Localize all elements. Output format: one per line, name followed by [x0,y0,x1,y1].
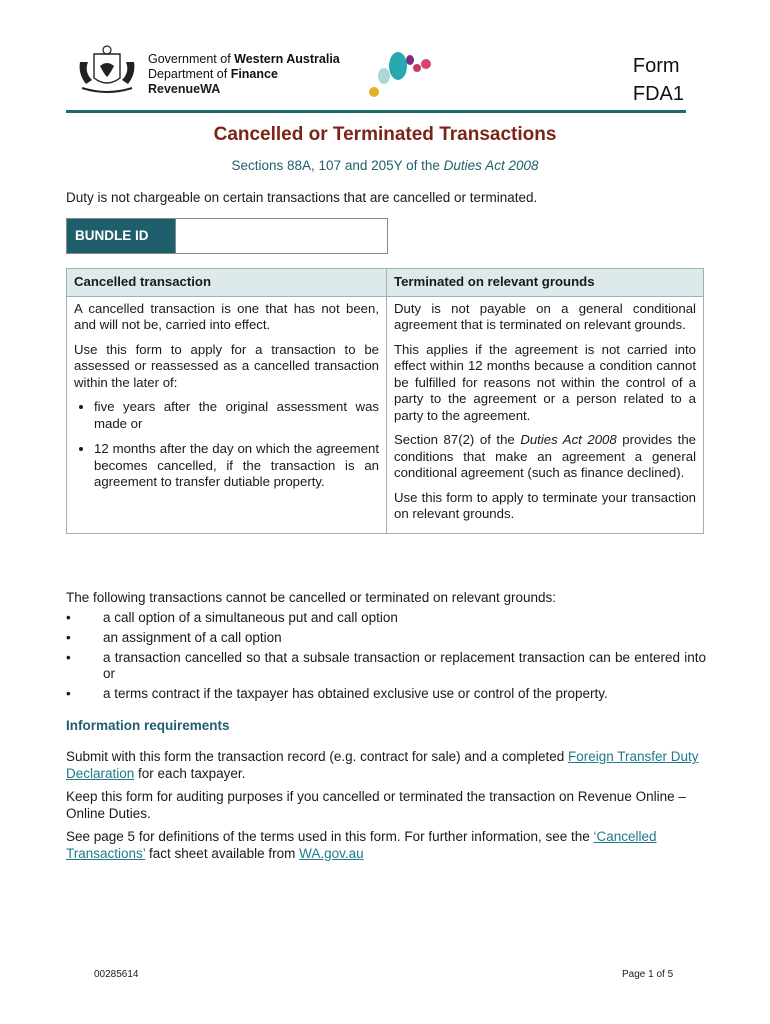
page-title: Cancelled or Terminated Transactions [213,124,557,145]
form-number [633,52,684,108]
keep-paragraph: Keep this form for auditing purposes if you cancelled or terminated the transaction on Revenue Online – Online Duties. [66,789,686,821]
dept-name: Finance [230,67,278,81]
page-header [70,40,690,112]
terminated-usage: Use this form to apply to terminate your transaction on relevant grounds. [394,489,696,521]
list-item: • a transaction cancelled so that a subsale transaction or replacement transaction can be entered into or [66,649,706,681]
terminated-section [394,432,696,482]
definitions-mid: fact sheet available from [145,845,300,861]
section-suffix: provides the conditions that make an agreement a general conditional agreement (such as finance declined). [394,432,697,480]
cancelled-cell [67,296,387,533]
intro-text: Duty is not chargeable on certain transactions that are cancelled or terminated. [66,190,538,205]
list-item: • an assignment of a call option [66,629,282,645]
bundle-id-label: BUNDLE ID [67,219,175,253]
agency-name: RevenueWA [148,82,221,96]
list-item-text: a transaction cancelled so that a subsale transaction or replacement transaction can be entered into or [103,649,706,681]
terminated-cell [387,296,704,533]
wa-gov-link[interactable]: WA.gov.au [299,845,364,861]
transaction-types-table [66,268,704,534]
government-branding [148,52,340,97]
page-subtitle [0,158,770,173]
form-label: Form [632,55,680,77]
terminated-header: Terminated on relevant grounds [387,269,704,297]
bundle-id-input[interactable] [175,219,387,253]
cancelled-bullets [74,399,379,491]
excluded-transactions [66,590,706,706]
bundle-id-field [66,218,388,254]
list-item: • a terms contract if the taxpayer has obtained exclusive use or control of the property. [66,686,608,701]
page-number: Page 1 of 5 [622,969,674,980]
terminated-definition: Duty is not payable on a general conditional agreement that is terminated on relevant grounds. [394,300,696,332]
information-requirements-body [66,749,704,869]
cancelled-definition: A cancelled transaction is one that has not been, and will not be, carried into effect. [74,300,379,332]
definitions-paragraph [66,829,704,862]
subtitle-text: Sections 88A, 107 and 205Y of the [231,158,444,173]
cancelled-usage: Use this form to apply for a transaction to be assessed or reassessed as a cancelled transaction within the later of: [74,341,379,390]
section-prefix: Section 87(2) of the [394,432,521,447]
list-item: • five years after the original assessment was made or [94,399,379,432]
gov-state: Western Australia [234,52,340,66]
section-act: Duties Act 2008 [520,432,617,447]
list-item: • a call option of a simultaneous put and call option [66,609,398,625]
list-item-text: an assignment of a call option [103,629,282,645]
submit-text: Submit with this form the transaction record (e.g. contract for sale) and a completed [66,749,568,764]
subtitle-act: Duties Act 2008 [443,158,539,173]
submit-paragraph [66,749,704,782]
list-item: • 12 months after the day on which the agreement becomes cancelled, if the transaction is an agreement to transfer dutiable property. [94,441,379,491]
list-item-text: a call option of a simultaneous put and call option [103,609,398,625]
dept-prefix: Department of [148,67,231,81]
gov-prefix: Government of [148,52,235,66]
cancelled-transactions-link[interactable]: ‘Cancelled Transactions’ [66,829,657,861]
header-divider [66,110,686,113]
excluded-intro: The following transactions cannot be cancelled or terminated on relevant grounds: [66,590,557,605]
cancelled-header: Cancelled transaction [67,269,387,297]
list-item-text: a terms contract if the taxpayer has obtained exclusive use or control of the property. [103,686,608,701]
terminated-applies: This applies if the agreement is not carried into effect within 12 months because a condition cannot be fulfilled for reasons not within the control of a party to the agreement or a person related to a party to the agreement. [394,341,696,423]
foreign-transfer-duty-link[interactable]: Foreign Transfer Duty Declaration [66,749,699,781]
definitions-text: See page 5 for definitions of the terms used in this form. For further information, see the [66,829,594,844]
revenuewa-dots-logo [360,46,450,102]
submit-suffix: for each taxpayer. [134,765,246,781]
information-requirements-heading: Information requirements [66,718,230,733]
document-number: 00285614 [94,969,139,980]
excluded-list [66,610,706,703]
wa-coat-of-arms-icon [72,44,142,98]
form-code: FDA1 [632,83,684,105]
